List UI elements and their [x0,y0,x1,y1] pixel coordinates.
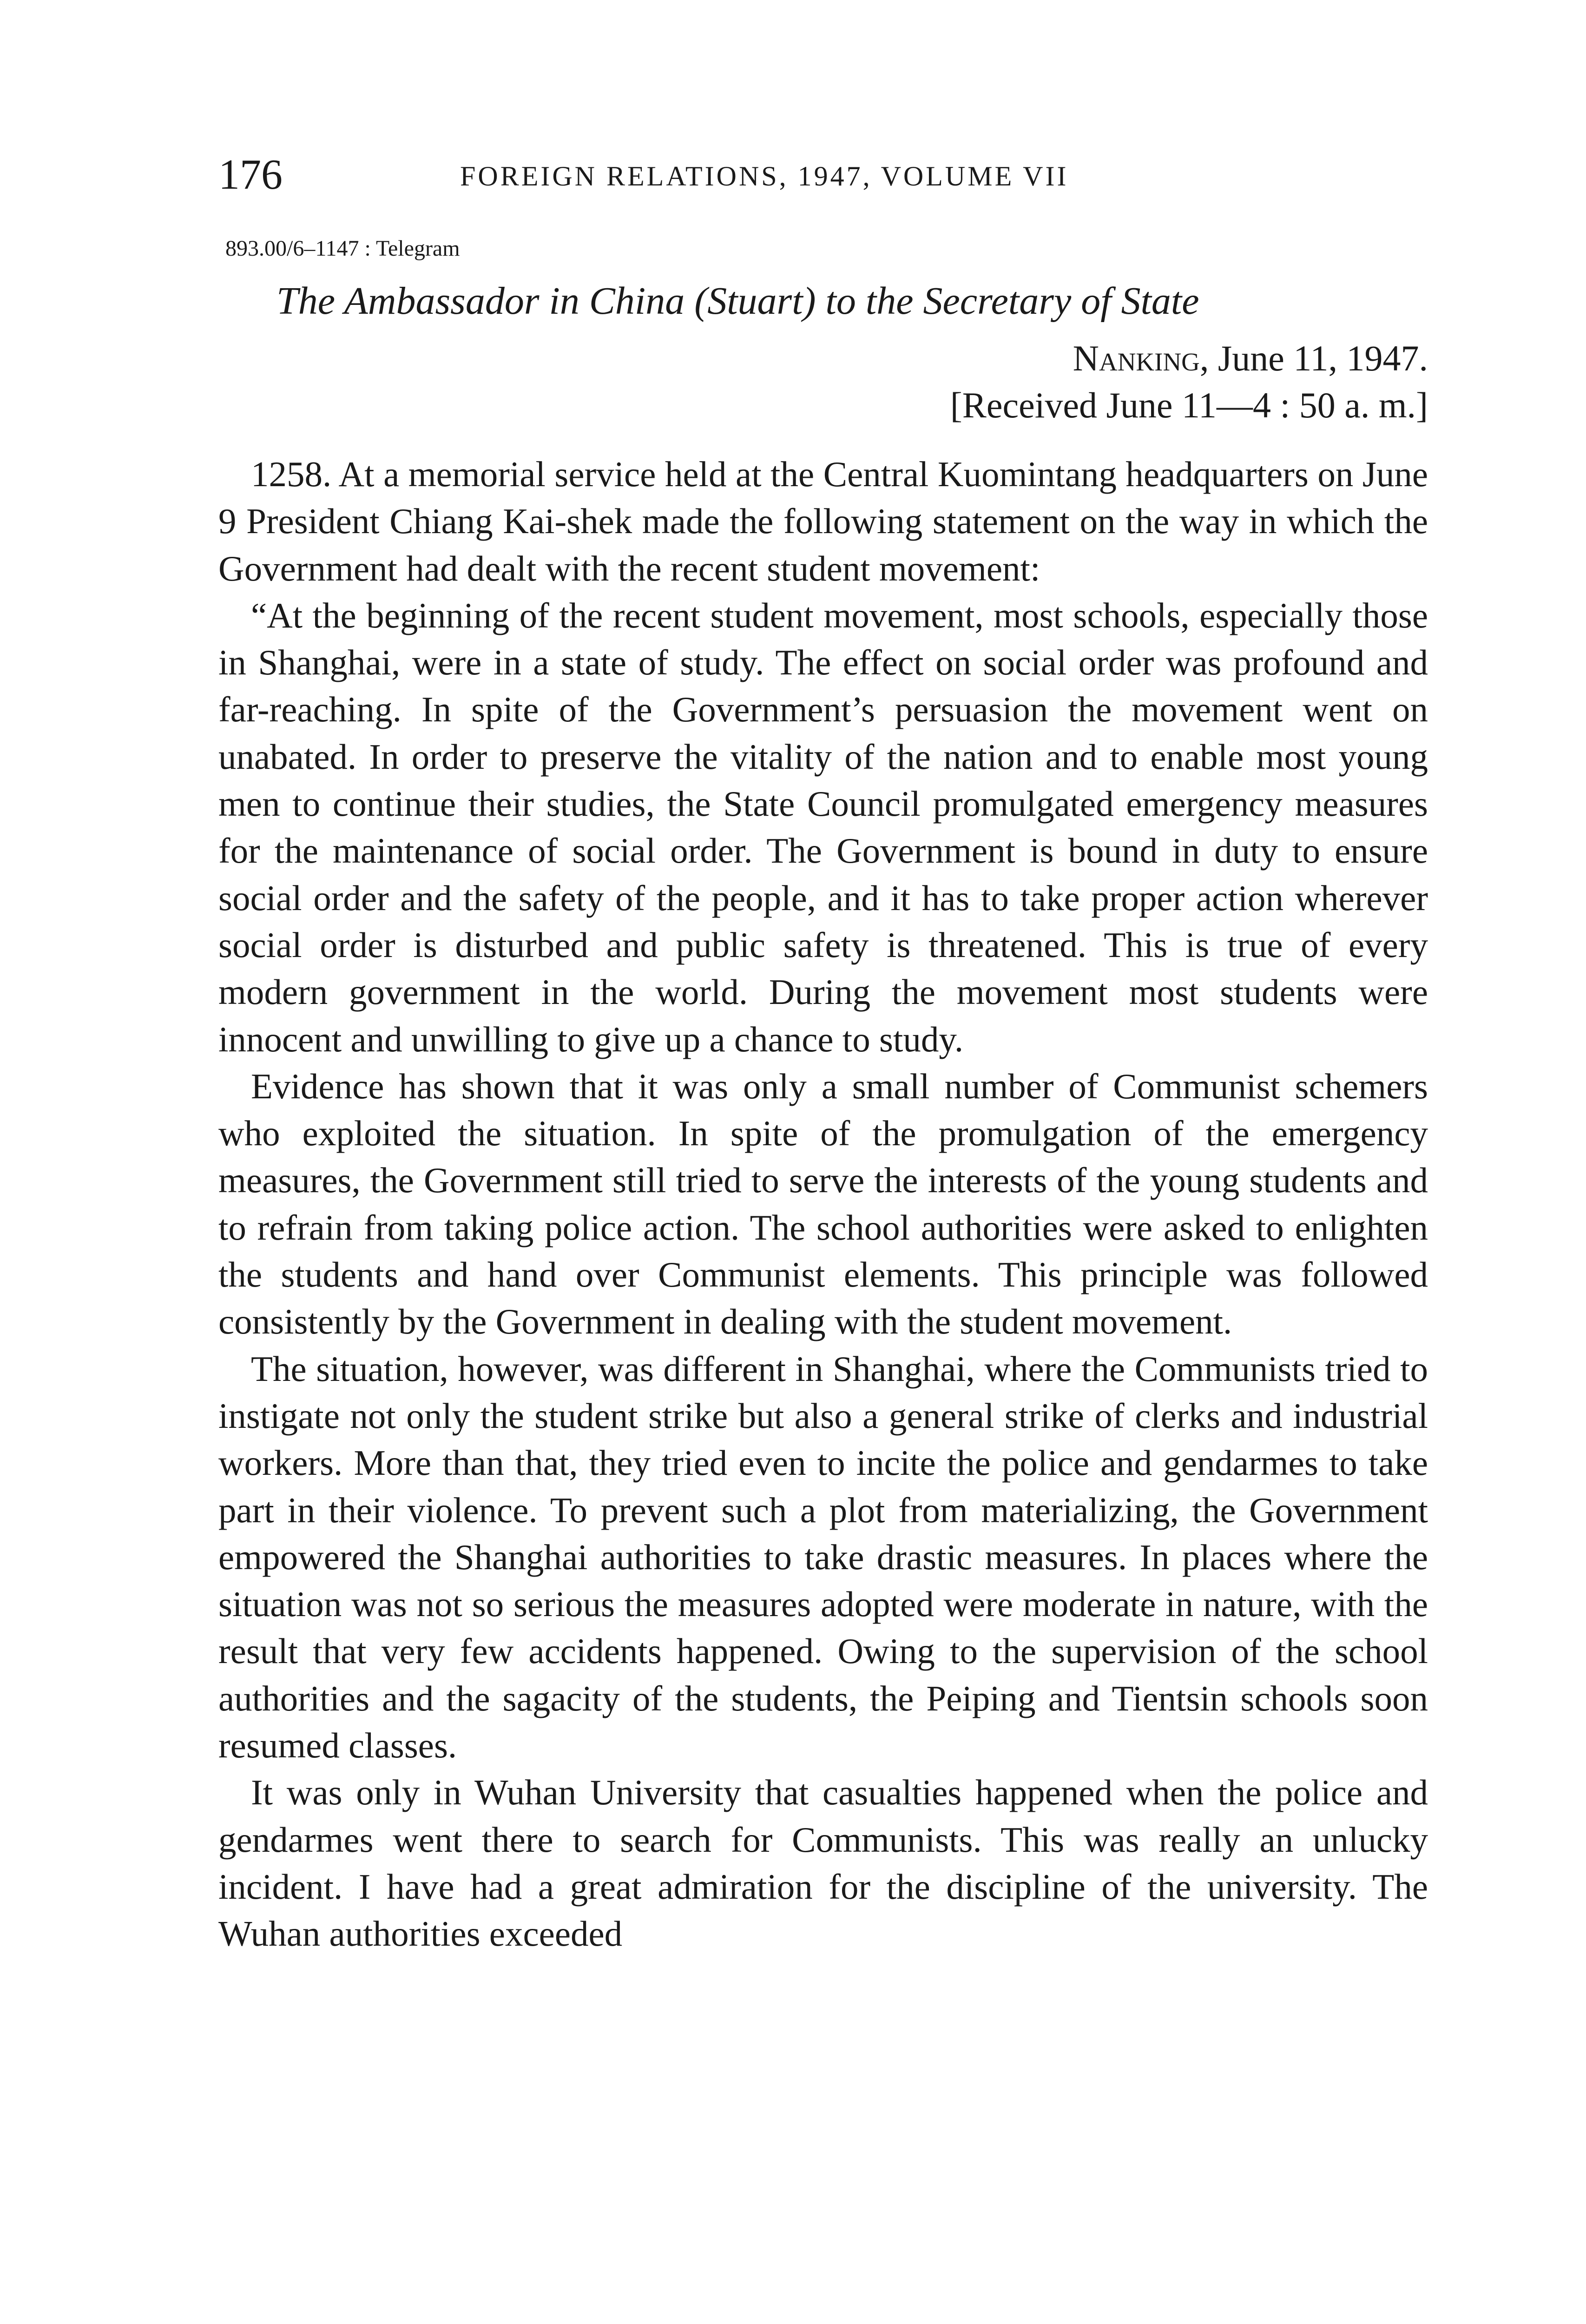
paragraph-4: The situation, however, was different in Shanghai, where the Communists tried to instigate not only the student strike but also a general strike of clerks and industrial workers. More than that, they tried even to incite the police and gendarmes to take part in their violence. To prevent such a plot from materializing, the Government empowered the Shanghai authorities to take drastic measures. In places where the situation was not so serious the measures adopted were moderate in nature, with the result that very few accidents happened. Owing to the supervision of the school authorities and the sagacity of the students, the Peiping and Tientsin schools soon resumed classes. [218,1348,1428,1766]
paragraph-2: “At the beginning of the recent student movement, most schools, especially those in Shanghai, were in a state of study. The effect on social order was profound and far-reaching. In spite of the Government’s persuasion the movement went on unabated. In order to preserve the vitality of the nation and to enable most young men to continue their studies, the State Council promulgated emergency measures for the maintenance of social order. The Government is bound in duty to ensure social order and the safety of the people, and it has to take proper action wherever social order is disturbed and public safety is threatened. This is true of every modern government in the world. During the movement most students were innocent and unwilling to give up a chance to study. [218,595,1428,1059]
dateline-date: , June 11, 1947. [1199,338,1428,378]
page-number: 176 [218,151,283,198]
paragraph-3: Evidence has shown that it was only a small number of Communist schemers who exploited the situation. In spite of the promulgation of the emergency measures, the Government still tried to serve the interests of the young students and to refrain from taking police action. The school authorities were asked to enlighten the students and hand over Communist elements. This principle was followed consistently by the Government in dealing with the student movement. [218,1066,1428,1342]
document-title: The Ambassador in China (Stuart) to the Secretary of State [276,279,1199,323]
running-head: FOREIGN RELATIONS, 1947, VOLUME VII [460,161,1069,191]
page-header [218,146,1436,211]
dateline-sent [950,335,1428,382]
dateline [950,335,1428,429]
telegram-body [218,451,1428,1958]
paragraph-5: It was only in Wuhan University that casualties happened when the police and gendarmes went there to search for Communists. This was really an unlucky incident. I have had a great admiration for the discipline of the university. The Wuhan authorities exceeded [218,1772,1428,1954]
paragraph-1: 1258. At a memorial service held at the Central Kuomintang headquarters on June 9 President Chiang Kai-shek made the following statement on the way in which the Government had dealt with the recent student movement: [218,454,1428,588]
file-reference: 893.00/6–1147 : Telegram [225,236,460,261]
dateline-received: [Received June 11—4 : 50 a. m.] [950,385,1428,425]
dateline-place: Nanking [1073,338,1200,378]
